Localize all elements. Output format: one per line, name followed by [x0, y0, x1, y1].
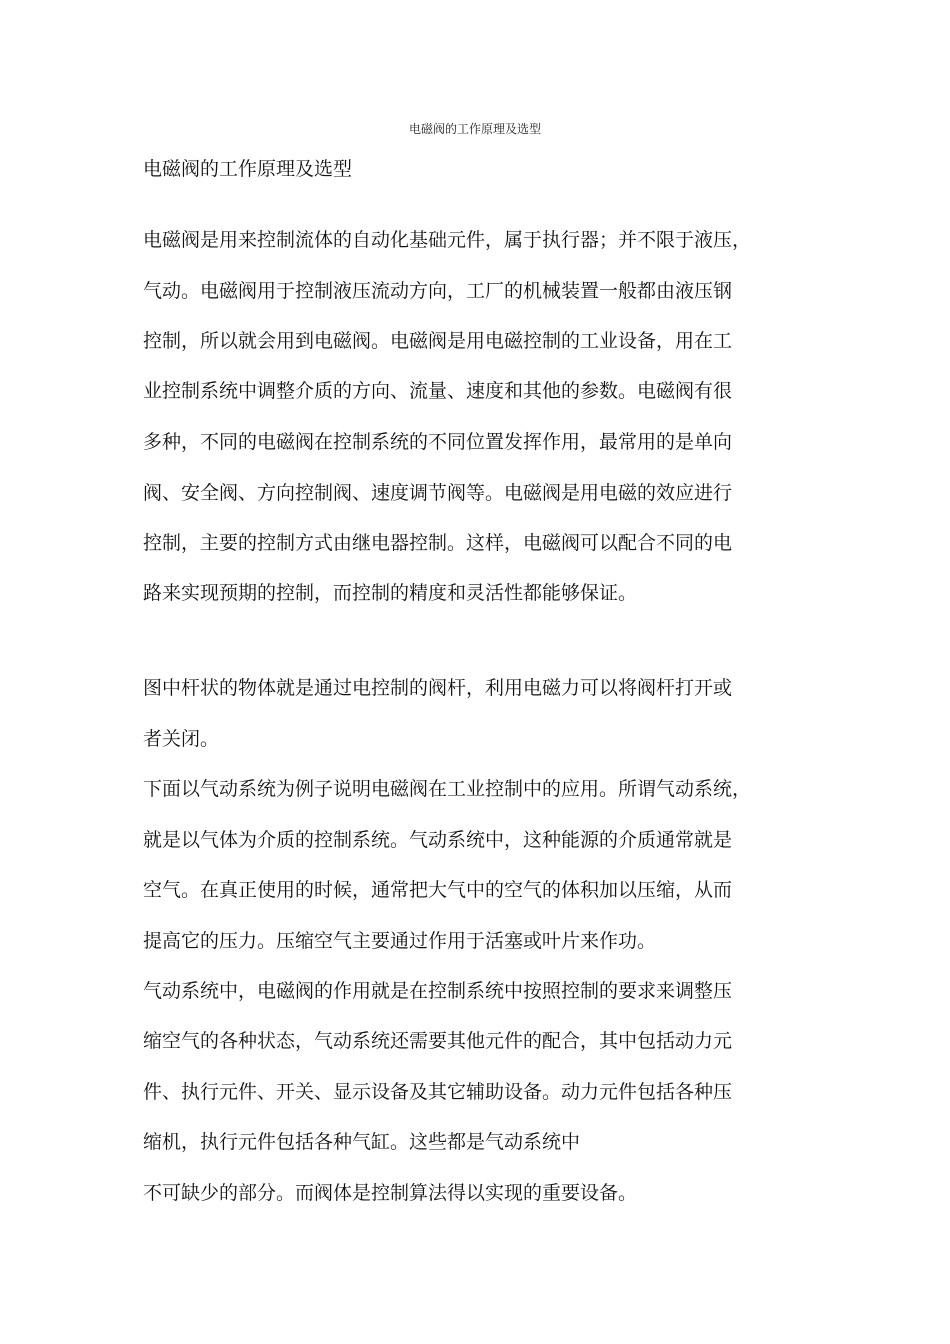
paragraph-line: 多种，不同的电磁阀在控制系统的不同位置发挥作用，最常用的是单向 [143, 431, 733, 453]
paragraph-line: 路来实现预期的控制，而控制的精度和灵活性都能够保证。 [143, 582, 638, 604]
paragraph-line: 件、执行元件、开关、显示设备及其它辅助设备。动力元件包括各种压 [143, 1081, 733, 1103]
paragraph-line: 不可缺少的部分。而阀体是控制算法得以实现的重要设备。 [143, 1182, 638, 1204]
document-title: 电磁阀的工作原理及选型 [143, 158, 353, 180]
paragraph-line: 者关闭。 [143, 728, 220, 750]
running-header: 电磁阀的工作原理及选型 [408, 122, 541, 136]
paragraph-line: 下面以气动系统为例子说明电磁阀在工业控制中的应用。所谓气动系统， [143, 778, 752, 800]
paragraph-line: 控制，主要的控制方式由继电器控制。这样，电磁阀可以配合不同的电 [143, 532, 733, 554]
paragraph-line: 气动。电磁阀用于控制液压流动方向，工厂的机械装置一般都由液压钢 [143, 280, 733, 302]
paragraph-line: 电磁阀是用来控制流体的自动化基础元件，属于执行器；并不限于液压， [143, 229, 752, 251]
paragraph-line: 空气。在真正使用的时候，通常把大气中的空气的体积加以压缩，从而 [143, 879, 733, 901]
paragraph-line: 阀、安全阀、方向控制阀、速度调节阀等。电磁阀是用电磁的效应进行 [143, 482, 733, 504]
paragraph-line: 控制，所以就会用到电磁阀。电磁阀是用电磁控制的工业设备，用在工 [143, 330, 733, 352]
paragraph-line: 气动系统中，电磁阀的作用就是在控制系统中按照控制的要求来调整压 [143, 980, 733, 1002]
paragraph-line: 图中杆状的物体就是通过电控制的阀杆，利用电磁力可以将阀杆打开或 [143, 677, 733, 699]
paragraph-line: 业控制系统中调整介质的方向、流量、速度和其他的参数。电磁阀有很 [143, 380, 733, 402]
paragraph-line: 提高它的压力。压缩空气主要通过作用于活塞或叶片来作功。 [143, 930, 657, 952]
paragraph-line: 缩机，执行元件包括各种气缸。这些都是气动系统中 [143, 1131, 581, 1153]
paragraph-line: 就是以气体为介质的控制系统。气动系统中，这种能源的介质通常就是 [143, 829, 733, 851]
paragraph-line: 缩空气的各种状态，气动系统还需要其他元件的配合，其中包括动力元 [143, 1030, 733, 1052]
